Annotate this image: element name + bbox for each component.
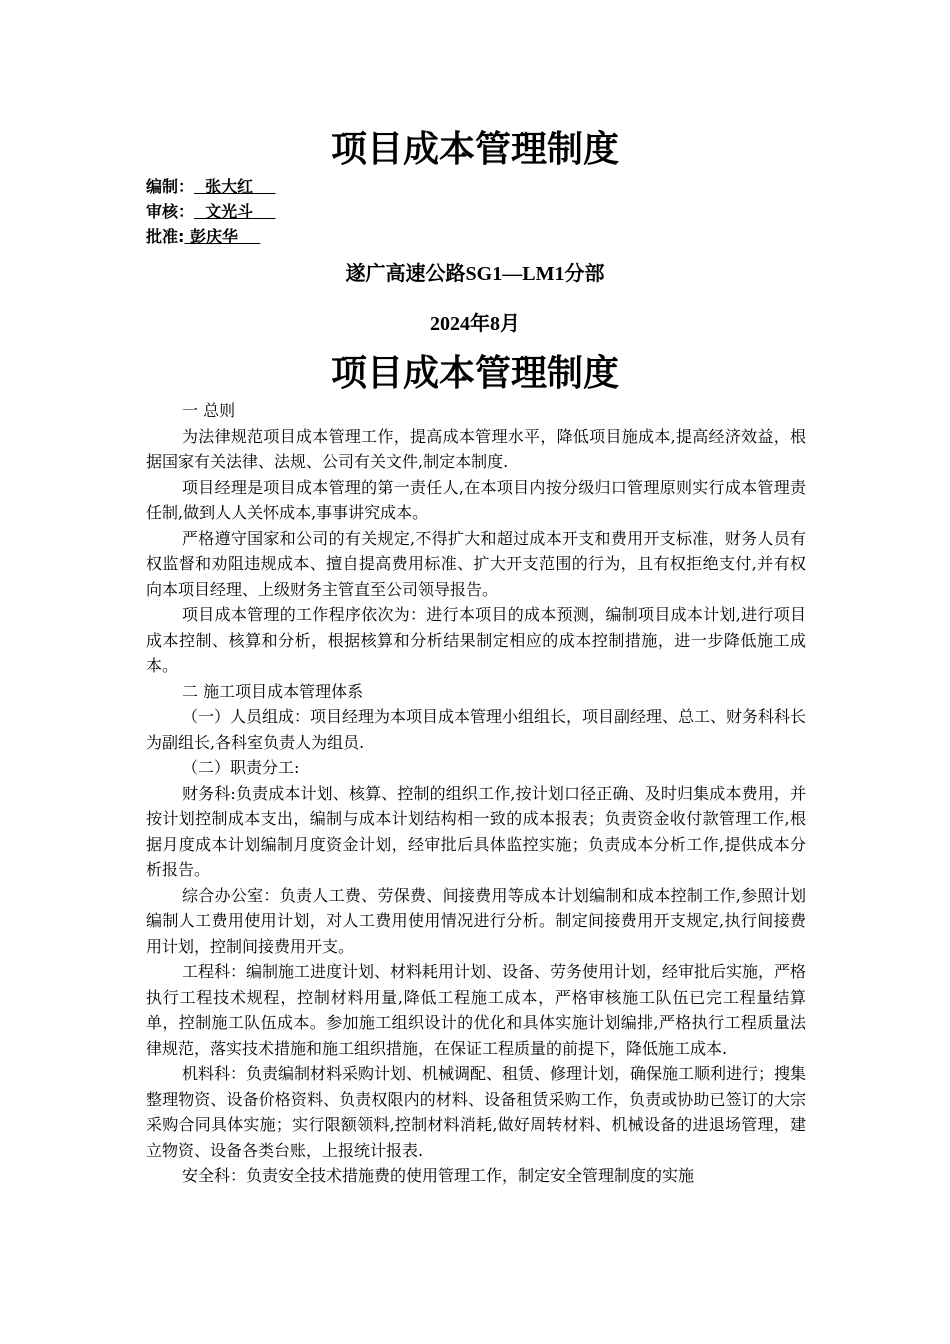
paragraph: （一）人员组成：项目经理为本项目成本管理小组组长，项目副经理、总工、财务科科长为副组长,各科室负责人为组员. — [146, 707, 807, 752]
paragraph: 严格遵守国家和公司的有关规定,不得扩大和超过成本开支和费用开支标准，财务人员有权监督和劝阻违规成本、擅自提高费用标准、扩大开支范围的行为，且有权拒绝支付,并有权向本项目经理、上级财务主管直至公司领导报告。 — [146, 528, 806, 599]
approver-name: 彭庆华 — [184, 227, 261, 246]
approver-line — [146, 226, 260, 248]
document-body — [146, 398, 806, 1189]
paragraph: 财务科:负责成本计划、核算、控制的组织工作,按计划口径正确、及时归集成本费用，并按计划控制成本支出，编制与成本计划结构相一致的成本报表；负责资金收付款管理工作,根据月度成本计划编制月度资金计划，经审批后具体监控实施；负责成本分析工作,提供成本分析报告。 — [146, 783, 806, 879]
compiler-line — [146, 176, 275, 198]
reviewer-label: 审核： — [146, 202, 195, 221]
paragraph: 工程科：编制施工进度计划、材料耗用计划、设备、劳务使用计划，经审批后实施，严格执行工程技术规程，控制材料用量,降低工程施工成本，严格审核施工队伍已完工程量结算单，控制施工队伍成本。参加施工组织设计的优化和具体实施计划编排,严格执行工程质量法律规范，落实技术措施和施工组织措施，在保证工程质量的前提下，降低施工成本. — [146, 962, 807, 1058]
paragraph: 项目成本管理的工作程序依次为：进行本项目的成本预测，编制项目成本计划,进行项目成本控制、核算和分析，根据核算和分析结果制定相应的成本控制措施，进一步降低施工成本。 — [146, 605, 806, 675]
cover-title: 项目成本管理制度 — [330, 129, 619, 170]
organization-name: 遂广高速公路SG1—LM1分部 — [345, 263, 605, 285]
paragraph: （二）职责分工: — [182, 758, 300, 777]
section-heading-system: 二 施工项目成本管理体系 — [182, 681, 364, 701]
approver-label: 批准: — [146, 227, 185, 246]
document-title: 项目成本管理制度 — [330, 353, 619, 394]
compiler-label: 编制： — [146, 177, 195, 196]
paragraph: 综合办公室：负责人工费、劳保费、间接费用等成本计划编制和成本控制工作,参照计划编制人工费用使用计划，对人工费用使用情况进行分析。制定间接费用开支规定,执行间接费用计划，控制间接费用开支。 — [146, 885, 806, 956]
compiler-name: 张大红 — [194, 177, 276, 196]
reviewer-name: 文光斗 — [194, 202, 276, 221]
paragraph: 项目经理是项目成本管理的第一责任人,在本项目内按分级归口管理原则实行成本管理责任制,做到人人关怀成本,事事讲究成本。 — [146, 477, 806, 522]
paragraph: 为法律规范项目成本管理工作，提高成本管理水平，降低项目施成本,提高经济效益，根据国家有关法律、法规、公司有关文件,制定本制度. — [146, 426, 806, 471]
document-date: 2024年8月 — [430, 313, 520, 335]
paragraph: 机料科：负责编制材料采购计划、机械调配、租赁、修理计划，确保施工顺利进行；搜集整理物资、设备价格资料、负责权限内的材料、设备租赁采购工作，负责或协助已签订的大宗采购合同具体实施；实行限额领料,控制材料消耗,做好周转材料、机械设备的进退场管理，建立物资、设备各类台账，上报统计报表. — [146, 1064, 807, 1160]
reviewer-line — [146, 201, 275, 223]
section-heading-general: 一 总则 — [182, 401, 236, 420]
paragraph: 安全科：负责安全技术措施费的使用管理工作，制定安全管理制度的实施 — [182, 1166, 695, 1185]
